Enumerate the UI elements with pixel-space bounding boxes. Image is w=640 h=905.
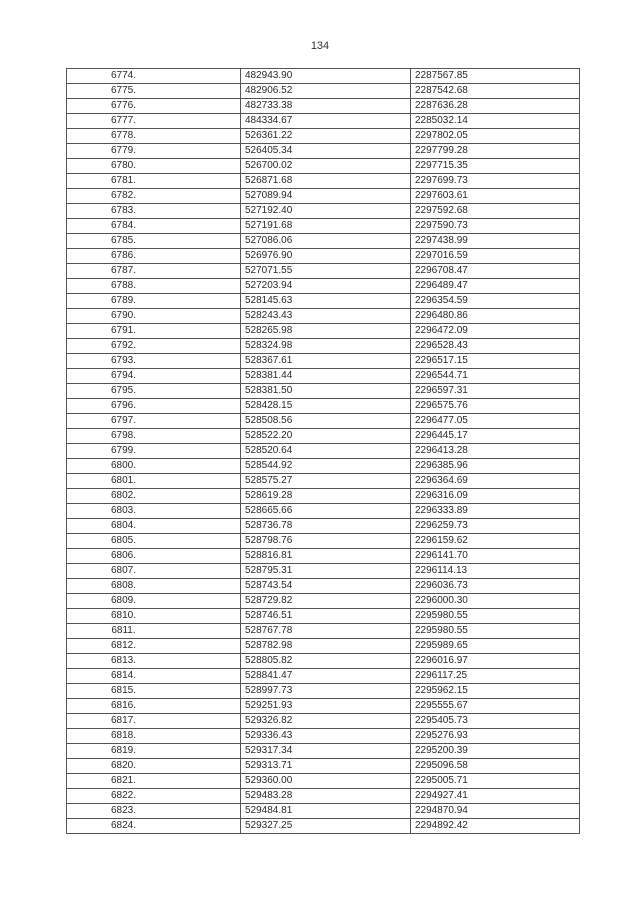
x-coordinate-cell: 528816.81	[241, 549, 411, 564]
x-coordinate-cell: 529484.81	[241, 804, 411, 819]
point-number-cell: 6814.	[67, 669, 241, 684]
y-coordinate-cell: 2296597.31	[411, 384, 580, 399]
table-row	[67, 429, 580, 444]
table-row	[67, 189, 580, 204]
point-number-cell: 6818.	[67, 729, 241, 744]
x-coordinate-cell: 528575.27	[241, 474, 411, 489]
point-number-cell: 6785.	[67, 234, 241, 249]
table-row	[67, 759, 580, 774]
table-row	[67, 354, 580, 369]
point-number-cell: 6813.	[67, 654, 241, 669]
point-number-cell: 6799.	[67, 444, 241, 459]
table-row	[67, 639, 580, 654]
y-coordinate-cell: 2296016.97	[411, 654, 580, 669]
y-coordinate-cell: 2295989.65	[411, 639, 580, 654]
x-coordinate-cell: 529317.34	[241, 744, 411, 759]
x-coordinate-cell: 482733.38	[241, 99, 411, 114]
x-coordinate-cell: 528795.31	[241, 564, 411, 579]
point-number-cell: 6802.	[67, 489, 241, 504]
point-number-cell: 6787.	[67, 264, 241, 279]
table-row	[67, 789, 580, 804]
x-coordinate-cell: 527071.55	[241, 264, 411, 279]
x-coordinate-cell: 528841.47	[241, 669, 411, 684]
table-row	[67, 624, 580, 639]
point-number-cell: 6817.	[67, 714, 241, 729]
x-coordinate-cell: 528265.98	[241, 324, 411, 339]
table-row	[67, 294, 580, 309]
table-row	[67, 519, 580, 534]
point-number-cell: 6776.	[67, 99, 241, 114]
x-coordinate-cell: 482906.52	[241, 84, 411, 99]
x-coordinate-cell: 529251.93	[241, 699, 411, 714]
x-coordinate-cell: 528736.78	[241, 519, 411, 534]
y-coordinate-cell: 2296159.62	[411, 534, 580, 549]
y-coordinate-cell: 2295555.67	[411, 699, 580, 714]
point-number-cell: 6815.	[67, 684, 241, 699]
x-coordinate-cell: 528798.76	[241, 534, 411, 549]
x-coordinate-cell: 528743.54	[241, 579, 411, 594]
point-number-cell: 6806.	[67, 549, 241, 564]
x-coordinate-cell: 484334.67	[241, 114, 411, 129]
y-coordinate-cell: 2287542.68	[411, 84, 580, 99]
point-number-cell: 6807.	[67, 564, 241, 579]
table-row	[67, 729, 580, 744]
y-coordinate-cell: 2296477.05	[411, 414, 580, 429]
table-row	[67, 144, 580, 159]
x-coordinate-cell: 529336.43	[241, 729, 411, 744]
y-coordinate-cell: 2287636.28	[411, 99, 580, 114]
table-row	[67, 819, 580, 834]
table-row	[67, 534, 580, 549]
table-row	[67, 414, 580, 429]
x-coordinate-cell: 528243.43	[241, 309, 411, 324]
point-number-cell: 6778.	[67, 129, 241, 144]
table-row	[67, 594, 580, 609]
x-coordinate-cell: 528544.92	[241, 459, 411, 474]
point-number-cell: 6781.	[67, 174, 241, 189]
table-row	[67, 609, 580, 624]
point-number-cell: 6779.	[67, 144, 241, 159]
table-row	[67, 684, 580, 699]
y-coordinate-cell: 2296575.76	[411, 399, 580, 414]
coordinate-table-body	[67, 69, 580, 834]
table-row	[67, 369, 580, 384]
point-number-cell: 6803.	[67, 504, 241, 519]
x-coordinate-cell: 528324.98	[241, 339, 411, 354]
table-row	[67, 249, 580, 264]
point-number-cell: 6808.	[67, 579, 241, 594]
x-coordinate-cell: 528729.82	[241, 594, 411, 609]
point-number-cell: 6791.	[67, 324, 241, 339]
table-row	[67, 489, 580, 504]
table-row	[67, 579, 580, 594]
x-coordinate-cell: 528619.28	[241, 489, 411, 504]
point-number-cell: 6774.	[67, 69, 241, 84]
y-coordinate-cell: 2296517.15	[411, 354, 580, 369]
y-coordinate-cell: 2297603.61	[411, 189, 580, 204]
point-number-cell: 6821.	[67, 774, 241, 789]
y-coordinate-cell: 2297802.05	[411, 129, 580, 144]
y-coordinate-cell: 2296472.09	[411, 324, 580, 339]
point-number-cell: 6805.	[67, 534, 241, 549]
point-number-cell: 6804.	[67, 519, 241, 534]
y-coordinate-cell: 2297592.68	[411, 204, 580, 219]
x-coordinate-cell: 527089.94	[241, 189, 411, 204]
x-coordinate-cell: 528805.82	[241, 654, 411, 669]
y-coordinate-cell: 2296364.69	[411, 474, 580, 489]
point-number-cell: 6812.	[67, 639, 241, 654]
table-row	[67, 459, 580, 474]
x-coordinate-cell: 527192.40	[241, 204, 411, 219]
point-number-cell: 6811.	[67, 624, 241, 639]
point-number-cell: 6801.	[67, 474, 241, 489]
x-coordinate-cell: 528782.98	[241, 639, 411, 654]
table-row	[67, 174, 580, 189]
x-coordinate-cell: 526871.68	[241, 174, 411, 189]
x-coordinate-cell: 528367.61	[241, 354, 411, 369]
y-coordinate-cell: 2296445.17	[411, 429, 580, 444]
y-coordinate-cell: 2297699.73	[411, 174, 580, 189]
x-coordinate-cell: 527086.06	[241, 234, 411, 249]
table-row	[67, 309, 580, 324]
y-coordinate-cell: 2296036.73	[411, 579, 580, 594]
point-number-cell: 6810.	[67, 609, 241, 624]
coordinate-table	[66, 68, 580, 834]
y-coordinate-cell: 2295200.39	[411, 744, 580, 759]
y-coordinate-cell: 2285032.14	[411, 114, 580, 129]
x-coordinate-cell: 529483.28	[241, 789, 411, 804]
y-coordinate-cell: 2294927.41	[411, 789, 580, 804]
x-coordinate-cell: 526361.22	[241, 129, 411, 144]
y-coordinate-cell: 2296385.96	[411, 459, 580, 474]
x-coordinate-cell: 526405.34	[241, 144, 411, 159]
table-row	[67, 714, 580, 729]
table-row	[67, 669, 580, 684]
point-number-cell: 6796.	[67, 399, 241, 414]
table-row	[67, 219, 580, 234]
point-number-cell: 6786.	[67, 249, 241, 264]
y-coordinate-cell: 2297590.73	[411, 219, 580, 234]
table-row	[67, 69, 580, 84]
point-number-cell: 6792.	[67, 339, 241, 354]
table-row	[67, 234, 580, 249]
table-row	[67, 279, 580, 294]
table-row	[67, 324, 580, 339]
point-number-cell: 6790.	[67, 309, 241, 324]
point-number-cell: 6822.	[67, 789, 241, 804]
table-row	[67, 399, 580, 414]
y-coordinate-cell: 2297438.99	[411, 234, 580, 249]
table-row	[67, 129, 580, 144]
y-coordinate-cell: 2296114.13	[411, 564, 580, 579]
table-row	[67, 99, 580, 114]
point-number-cell: 6797.	[67, 414, 241, 429]
x-coordinate-cell: 528508.56	[241, 414, 411, 429]
x-coordinate-cell: 528145.63	[241, 294, 411, 309]
table-row	[67, 774, 580, 789]
table-row	[67, 84, 580, 99]
x-coordinate-cell: 528997.73	[241, 684, 411, 699]
point-number-cell: 6782.	[67, 189, 241, 204]
y-coordinate-cell: 2296117.25	[411, 669, 580, 684]
x-coordinate-cell: 528665.66	[241, 504, 411, 519]
x-coordinate-cell: 528381.50	[241, 384, 411, 399]
table-row	[67, 444, 580, 459]
y-coordinate-cell: 2296708.47	[411, 264, 580, 279]
point-number-cell: 6780.	[67, 159, 241, 174]
table-row	[67, 384, 580, 399]
y-coordinate-cell: 2295096.58	[411, 759, 580, 774]
point-number-cell: 6784.	[67, 219, 241, 234]
point-number-cell: 6798.	[67, 429, 241, 444]
x-coordinate-cell: 528746.51	[241, 609, 411, 624]
y-coordinate-cell: 2294892.42	[411, 819, 580, 834]
x-coordinate-cell: 528428.15	[241, 399, 411, 414]
point-number-cell: 6823.	[67, 804, 241, 819]
y-coordinate-cell: 2287567.85	[411, 69, 580, 84]
y-coordinate-cell: 2296489.47	[411, 279, 580, 294]
y-coordinate-cell: 2296000.30	[411, 594, 580, 609]
point-number-cell: 6824.	[67, 819, 241, 834]
y-coordinate-cell: 2296480.86	[411, 309, 580, 324]
point-number-cell: 6789.	[67, 294, 241, 309]
table-row	[67, 264, 580, 279]
point-number-cell: 6795.	[67, 384, 241, 399]
point-number-cell: 6800.	[67, 459, 241, 474]
table-row	[67, 654, 580, 669]
point-number-cell: 6788.	[67, 279, 241, 294]
y-coordinate-cell: 2296413.28	[411, 444, 580, 459]
x-coordinate-cell: 526976.90	[241, 249, 411, 264]
table-row	[67, 474, 580, 489]
y-coordinate-cell: 2295005.71	[411, 774, 580, 789]
table-row	[67, 549, 580, 564]
y-coordinate-cell: 2296544.71	[411, 369, 580, 384]
x-coordinate-cell: 529326.82	[241, 714, 411, 729]
y-coordinate-cell: 2295962.15	[411, 684, 580, 699]
point-number-cell: 6775.	[67, 84, 241, 99]
point-number-cell: 6777.	[67, 114, 241, 129]
y-coordinate-cell: 2295276.93	[411, 729, 580, 744]
x-coordinate-cell: 526700.02	[241, 159, 411, 174]
x-coordinate-cell: 528520.64	[241, 444, 411, 459]
point-number-cell: 6793.	[67, 354, 241, 369]
y-coordinate-cell: 2295405.73	[411, 714, 580, 729]
y-coordinate-cell: 2297799.28	[411, 144, 580, 159]
x-coordinate-cell: 528767.78	[241, 624, 411, 639]
y-coordinate-cell: 2296259.73	[411, 519, 580, 534]
x-coordinate-cell: 528381.44	[241, 369, 411, 384]
y-coordinate-cell: 2297715.35	[411, 159, 580, 174]
y-coordinate-cell: 2296528.43	[411, 339, 580, 354]
x-coordinate-cell: 527203.94	[241, 279, 411, 294]
x-coordinate-cell: 527191.68	[241, 219, 411, 234]
table-row	[67, 159, 580, 174]
x-coordinate-cell: 528522.20	[241, 429, 411, 444]
x-coordinate-cell: 482943.90	[241, 69, 411, 84]
table-row	[67, 744, 580, 759]
x-coordinate-cell: 529360.00	[241, 774, 411, 789]
table-row	[67, 564, 580, 579]
point-number-cell: 6809.	[67, 594, 241, 609]
table-row	[67, 339, 580, 354]
table-row	[67, 204, 580, 219]
x-coordinate-cell: 529313.71	[241, 759, 411, 774]
y-coordinate-cell: 2296354.59	[411, 294, 580, 309]
point-number-cell: 6783.	[67, 204, 241, 219]
y-coordinate-cell: 2294870.94	[411, 804, 580, 819]
y-coordinate-cell: 2296141.70	[411, 549, 580, 564]
point-number-cell: 6816.	[67, 699, 241, 714]
page-number: 134	[310, 40, 330, 52]
point-number-cell: 6819.	[67, 744, 241, 759]
y-coordinate-cell: 2296333.89	[411, 504, 580, 519]
table-row	[67, 504, 580, 519]
y-coordinate-cell: 2295980.55	[411, 609, 580, 624]
point-number-cell: 6794.	[67, 369, 241, 384]
table-row	[67, 804, 580, 819]
y-coordinate-cell: 2297016.59	[411, 249, 580, 264]
y-coordinate-cell: 2295980.55	[411, 624, 580, 639]
table-row	[67, 114, 580, 129]
table-row	[67, 699, 580, 714]
x-coordinate-cell: 529327.25	[241, 819, 411, 834]
point-number-cell: 6820.	[67, 759, 241, 774]
y-coordinate-cell: 2296316.09	[411, 489, 580, 504]
